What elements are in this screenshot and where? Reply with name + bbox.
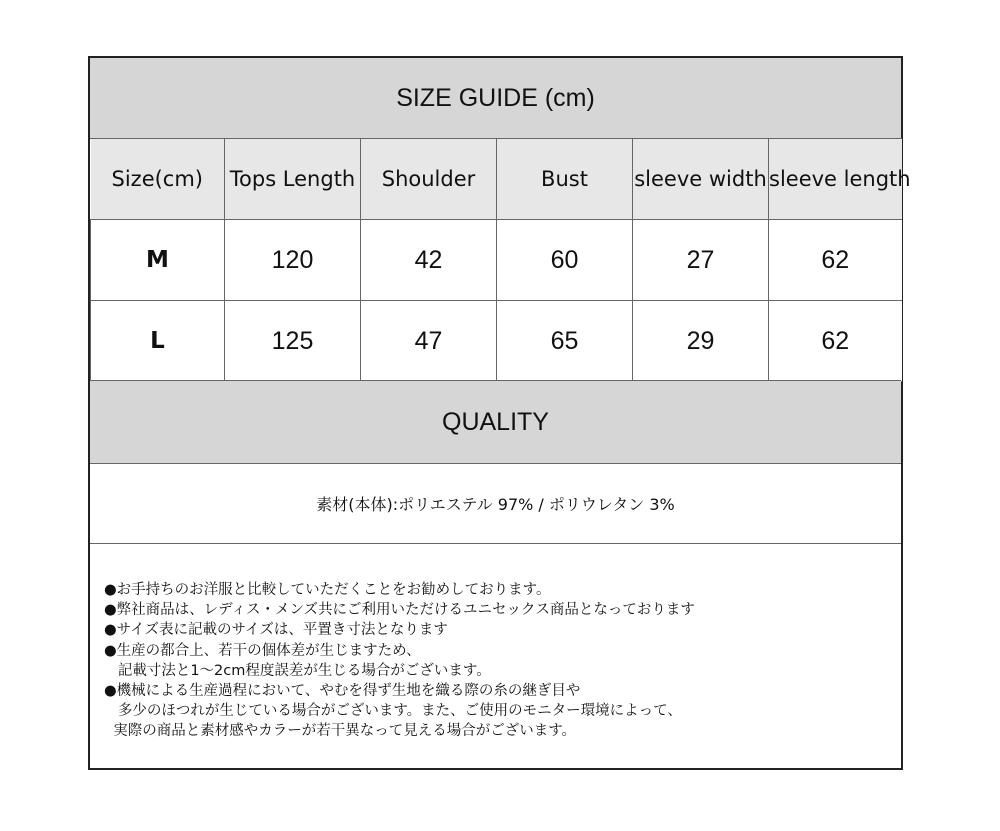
size-guide-frame: [88, 56, 911, 770]
column-header-sleeve-length: sleeve length: [769, 139, 902, 220]
note-line: ●弊社商品は、レディス・メンズ共にご利用いただけるユニセックス商品となっております: [104, 602, 695, 619]
sleeve-length-cell: 62: [769, 220, 902, 301]
size-cell: M: [91, 220, 225, 301]
table-row: [91, 301, 902, 382]
shoulder-cell: 42: [361, 220, 497, 301]
size-cell: L: [91, 301, 225, 382]
sleeve-length-cell: 62: [769, 301, 902, 382]
note-line: 多少のほつれが生じている場合がございます。また、ご使用のモニター環境によって、: [104, 703, 682, 720]
notes-list: [104, 580, 884, 742]
column-header-size: Size(cm): [91, 139, 225, 220]
bust-cell: 65: [497, 301, 633, 382]
column-header-tops-length: Tops Length: [225, 139, 361, 220]
column-header-sleeve-width: sleeve width: [633, 139, 769, 220]
note-line: 実際の商品と素材感やカラーが若干異なって見える場合がございます。: [104, 723, 577, 740]
note-line: ●機械による生産過程において、やむを得ず生地を織る際の糸の継ぎ目や: [104, 683, 581, 700]
tops-length-cell: 125: [225, 301, 361, 382]
material-composition: 素材(本体):ポリエステル 97% / ポリウレタン 3%: [90, 463, 901, 544]
size-table: [90, 138, 911, 382]
sleeve-width-cell: 29: [633, 301, 769, 382]
tops-length-cell: 120: [225, 220, 361, 301]
note-line: ●生産の都合上、若干の個体差が生じますため、: [104, 642, 421, 659]
note-line: ●お手持ちのお洋服と比較していただくことをお勧めしております。: [104, 582, 551, 598]
bust-cell: 60: [497, 220, 633, 301]
shoulder-cell: 47: [361, 301, 497, 382]
column-header-shoulder: Shoulder: [361, 139, 497, 220]
sleeve-width-cell: 27: [633, 220, 769, 301]
size-table-header: [91, 139, 902, 220]
size-guide-title: SIZE GUIDE (cm): [90, 58, 901, 139]
note-line: 記載寸法と1～2cm程度誤差が生じる場合がございます。: [104, 662, 491, 679]
table-row: [91, 220, 902, 301]
note-line: ●サイズ表に記載のサイズは、平置き寸法となります: [104, 622, 448, 639]
column-header-bust: Bust: [497, 139, 633, 220]
quality-title: QUALITY: [90, 380, 901, 464]
